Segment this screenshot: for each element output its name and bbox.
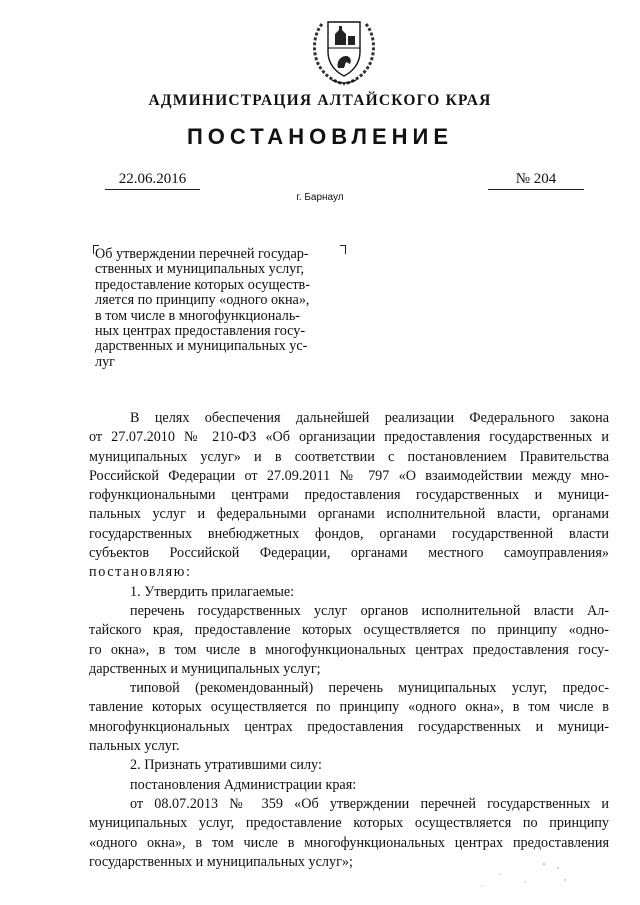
body-line: муниципальных услуг, предоставление которых осуществляется по принципу — [89, 815, 609, 832]
organization-name: АДМИНИСТРАЦИЯ АЛТАЙСКОГО КРАЯ — [148, 92, 492, 109]
coat-of-arms-icon — [308, 12, 380, 88]
document-subject — [95, 247, 345, 370]
subject-line: дарственных и муниципальных ус- — [95, 338, 308, 355]
body-line: го окна», в том числе в многофункциональных центрах предоставления госу- — [89, 641, 609, 658]
scan-noise-dots — [470, 860, 580, 890]
body-line: постановления Администрации края: — [130, 776, 357, 793]
subject-line: луг — [95, 353, 115, 370]
body-line: типовой (рекомендованный) перечень муниципальных услуг, предос- — [130, 680, 609, 697]
body-line: 2. Признать утратившими силу: — [130, 757, 322, 774]
subject-line: Об утверждении перечней государ- — [95, 246, 309, 262]
body-line: пальных услуг. — [89, 738, 180, 755]
body-line: государственных и муниципальных услуг»; — [89, 853, 353, 870]
document-number: № 204 — [488, 171, 584, 190]
body-line: субъектов Российской Федерации, органами местного самоуправления» — [89, 545, 609, 562]
body-line: многофункциональных центрах предоставления государственных и муници- — [89, 718, 609, 735]
body-line: муниципальных услуг» и в соответствии с постановлением Правительства — [89, 448, 609, 465]
document-type-title: ПОСТАНОВЛЕНИЕ — [186, 124, 454, 149]
body-line: тавление которых осуществляется по принципу «одного окна», в том числе в — [89, 699, 609, 716]
body-line: от 08.07.2013 № 359 «Об утверждении перечней государственных и — [130, 795, 609, 812]
document-date: 22.06.2016 — [105, 171, 200, 190]
subject-line: ляется по принципу «одного окна», — [95, 292, 310, 309]
subject-line: в том числе в многофункциональ- — [95, 307, 301, 324]
body-line: тайского края, предоставление которых осуществляется по принципу «одно- — [89, 622, 609, 639]
body-line: «одного окна», в том числе в многофункциональных центрах предоставления — [89, 834, 609, 851]
body-line: пальных услуг и федеральными органами исполнительной власти, органами — [89, 506, 609, 523]
body-line: перечень государственных услуг органов исполнительной власти Ал- — [130, 602, 609, 619]
body-line-decree: постановляю: — [89, 564, 192, 581]
subject-line: предоставление которых осуществ- — [95, 276, 310, 293]
subject-line: ственных и муниципальных услуг, — [95, 261, 305, 278]
subject-line: ных центрах предоставления госу- — [95, 323, 306, 340]
body-line: В целях обеспечения дальнейшей реализации Федерального закона — [130, 410, 609, 426]
body-line: 1. Утвердить прилагаемые: — [130, 583, 295, 600]
document-body — [89, 409, 609, 872]
document-city: г. Барнаул — [296, 192, 344, 203]
body-line: государственных внебюджетных фондов, органами государственной власти — [89, 525, 609, 542]
body-line: Российской Федерации от 27.09.2011 № 797 «О взаимодействии между мно- — [89, 467, 609, 484]
body-line: от 27.07.2010 № 210-ФЗ «Об организации предоставления государственных и — [89, 429, 609, 446]
body-line: дарственных и муниципальных услуг; — [89, 660, 321, 677]
body-line: гофункциональными центрами предоставления государственных и муници- — [89, 487, 609, 504]
